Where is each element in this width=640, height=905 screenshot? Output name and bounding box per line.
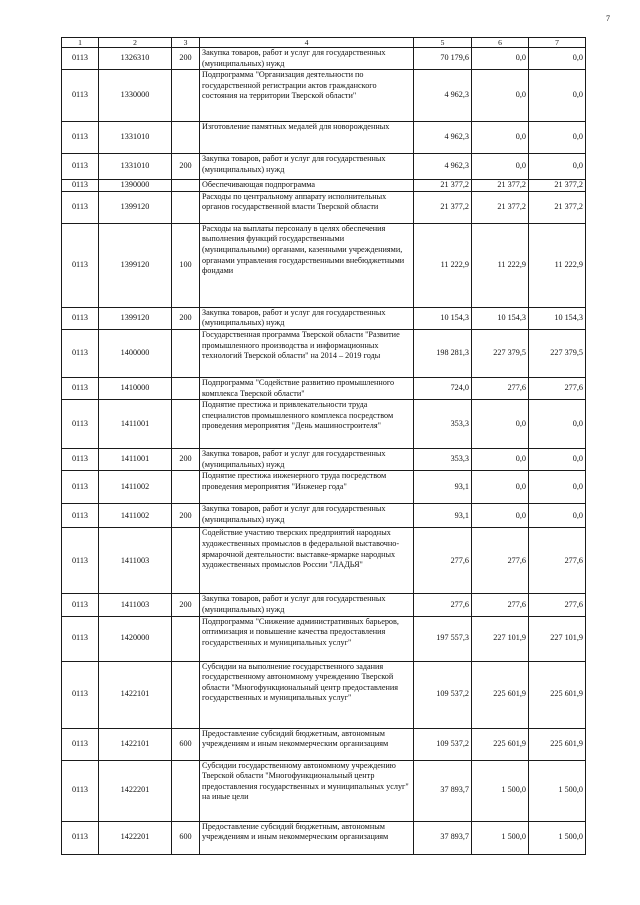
name-cell: Расходы по центральному аппарату исполнительных органов государственной власти Тверской области [200,191,414,223]
amount-col7-cell: 277,6 [529,594,586,616]
amount-col7-cell: 0,0 [529,48,586,70]
table-row [62,449,586,471]
section-cell: 0113 [62,70,99,122]
table-row [62,48,586,70]
code-cell: 1411001 [99,400,172,449]
amount-col7-cell: 0,0 [529,504,586,528]
page-number: 7 [606,14,610,23]
section-cell: 0113 [62,471,99,504]
amount-col7-cell: 277,6 [529,528,586,594]
expense-type-cell [172,661,200,728]
section-cell: 0113 [62,400,99,449]
code-cell: 1422201 [99,760,172,821]
section-cell: 0113 [62,307,99,329]
expense-type-cell: 200 [172,449,200,471]
amount-col5-cell: 4 962,3 [414,154,472,180]
column-header: 1 [62,38,99,48]
code-cell: 1331010 [99,122,172,154]
amount-col7-cell: 0,0 [529,400,586,449]
table-row [62,760,586,821]
code-cell: 1410000 [99,377,172,399]
table-row [62,728,586,760]
name-cell: Поднятие престижа инженерного труда посредством проведения мероприятия "Инженер года" [200,471,414,504]
table-row [62,70,586,122]
amount-col7-cell: 0,0 [529,471,586,504]
code-cell: 1422101 [99,728,172,760]
section-cell: 0113 [62,821,99,854]
amount-col5-cell: 724,0 [414,377,472,399]
name-cell: Содействие участию тверских предприятий народных художественных промыслов в федеральной выставочно-ярмарочной деятельности: выставке-ярмарке народных художественных промыслов России "ЛАДЬЯ" [200,528,414,594]
table-row [62,223,586,307]
budget-table [61,37,586,855]
table-row [62,616,586,661]
expense-type-cell [172,180,200,192]
amount-col6-cell: 0,0 [472,70,529,122]
name-cell: Государственная программа Тверской области "Развитие промышленного производства и информационных технологий Тверской области" на 2014 – 2019 годы [200,329,414,377]
table-row [62,180,586,192]
amount-col6-cell: 10 154,3 [472,307,529,329]
amount-col6-cell: 277,6 [472,377,529,399]
amount-col7-cell: 1 500,0 [529,821,586,854]
code-cell: 1411002 [99,504,172,528]
amount-col7-cell: 0,0 [529,70,586,122]
amount-col5-cell: 21 377,2 [414,191,472,223]
amount-col5-cell: 198 281,3 [414,329,472,377]
amount-col5-cell: 21 377,2 [414,180,472,192]
column-header-row [62,38,586,48]
name-cell: Закупка товаров, работ и услуг для государственных (муниципальных) нужд [200,594,414,616]
name-cell: Закупка товаров, работ и услуг для государственных (муниципальных) нужд [200,307,414,329]
name-cell: Закупка товаров, работ и услуг для государственных (муниципальных) нужд [200,449,414,471]
table-row [62,154,586,180]
name-cell: Предоставление субсидий бюджетным, автономным учреждениям и иным некоммерческим организациям [200,821,414,854]
table-row [62,400,586,449]
table-row [62,528,586,594]
section-cell: 0113 [62,191,99,223]
amount-col7-cell: 10 154,3 [529,307,586,329]
table-row [62,377,586,399]
expense-type-cell [172,400,200,449]
expense-type-cell [172,471,200,504]
column-header: 2 [99,38,172,48]
name-cell: Закупка товаров, работ и услуг для государственных (муниципальных) нужд [200,154,414,180]
name-cell: Субсидии государственному автономному учреждению Тверской области "Многофункциональный центр предоставления государственных и муниципальных услуг" на иные цели [200,760,414,821]
code-cell: 1326310 [99,48,172,70]
expense-type-cell [172,528,200,594]
amount-col7-cell: 1 500,0 [529,760,586,821]
amount-col7-cell: 21 377,2 [529,180,586,192]
section-cell: 0113 [62,504,99,528]
expense-type-cell [172,377,200,399]
table-row [62,191,586,223]
expense-type-cell [172,70,200,122]
amount-col7-cell: 21 377,2 [529,191,586,223]
section-cell: 0113 [62,594,99,616]
amount-col6-cell: 1 500,0 [472,760,529,821]
expense-type-cell: 100 [172,223,200,307]
expense-type-cell: 200 [172,48,200,70]
section-cell: 0113 [62,48,99,70]
code-cell: 1399120 [99,223,172,307]
amount-col6-cell: 0,0 [472,504,529,528]
expense-type-cell [172,329,200,377]
amount-col6-cell: 0,0 [472,471,529,504]
code-cell: 1399120 [99,307,172,329]
amount-col6-cell: 0,0 [472,122,529,154]
expense-type-cell [172,760,200,821]
expense-type-cell: 600 [172,728,200,760]
code-cell: 1420000 [99,616,172,661]
table-row [62,122,586,154]
code-cell: 1411002 [99,471,172,504]
column-header: 5 [414,38,472,48]
amount-col6-cell: 225 601,9 [472,728,529,760]
amount-col5-cell: 93,1 [414,504,472,528]
column-header: 6 [472,38,529,48]
amount-col5-cell: 70 179,6 [414,48,472,70]
expense-type-cell: 200 [172,594,200,616]
code-cell: 1330000 [99,70,172,122]
expense-type-cell: 200 [172,154,200,180]
amount-col7-cell: 227 379,5 [529,329,586,377]
column-header: 4 [200,38,414,48]
amount-col5-cell: 109 537,2 [414,728,472,760]
amount-col5-cell: 10 154,3 [414,307,472,329]
amount-col5-cell: 277,6 [414,528,472,594]
expense-type-cell [172,191,200,223]
amount-col6-cell: 277,6 [472,594,529,616]
amount-col6-cell: 21 377,2 [472,191,529,223]
table-row [62,329,586,377]
section-cell: 0113 [62,122,99,154]
amount-col6-cell: 225 601,9 [472,661,529,728]
amount-col6-cell: 0,0 [472,154,529,180]
table-row [62,307,586,329]
amount-col6-cell: 21 377,2 [472,180,529,192]
amount-col5-cell: 109 537,2 [414,661,472,728]
amount-col7-cell: 0,0 [529,449,586,471]
code-cell: 1400000 [99,329,172,377]
code-cell: 1399120 [99,191,172,223]
name-cell: Поднятие престижа и привлекательности труда специалистов промышленного комплекса посредством проведения мероприятия "День машиностроителя" [200,400,414,449]
name-cell: Закупка товаров, работ и услуг для государственных (муниципальных) нужд [200,48,414,70]
amount-col7-cell: 0,0 [529,154,586,180]
expense-type-cell: 600 [172,821,200,854]
section-cell: 0113 [62,329,99,377]
section-cell: 0113 [62,154,99,180]
section-cell: 0113 [62,223,99,307]
amount-col5-cell: 93,1 [414,471,472,504]
amount-col5-cell: 37 893,7 [414,760,472,821]
name-cell: Закупка товаров, работ и услуг для государственных (муниципальных) нужд [200,504,414,528]
code-cell: 1331010 [99,154,172,180]
code-cell: 1390000 [99,180,172,192]
amount-col5-cell: 353,3 [414,400,472,449]
amount-col7-cell: 277,6 [529,377,586,399]
amount-col6-cell: 0,0 [472,400,529,449]
name-cell: Подпрограмма "Организация деятельности по государственной регистрации актов гражданского состояния на территории Тверской области" [200,70,414,122]
section-cell: 0113 [62,377,99,399]
expense-type-cell: 200 [172,307,200,329]
amount-col6-cell: 277,6 [472,528,529,594]
expense-type-cell [172,122,200,154]
amount-col6-cell: 11 222,9 [472,223,529,307]
section-cell: 0113 [62,760,99,821]
amount-col7-cell: 11 222,9 [529,223,586,307]
column-header: 7 [529,38,586,48]
code-cell: 1422101 [99,661,172,728]
section-cell: 0113 [62,528,99,594]
amount-col6-cell: 0,0 [472,48,529,70]
amount-col5-cell: 277,6 [414,594,472,616]
amount-col5-cell: 11 222,9 [414,223,472,307]
section-cell: 0113 [62,449,99,471]
amount-col7-cell: 227 101,9 [529,616,586,661]
amount-col6-cell: 227 101,9 [472,616,529,661]
name-cell: Подпрограмма "Снижение административных барьеров, оптимизация и повышение качества предоставления государственных и муниципальных услуг" [200,616,414,661]
section-cell: 0113 [62,180,99,192]
table-row [62,661,586,728]
amount-col5-cell: 4 962,3 [414,122,472,154]
amount-col5-cell: 37 893,7 [414,821,472,854]
code-cell: 1411001 [99,449,172,471]
amount-col7-cell: 225 601,9 [529,728,586,760]
name-cell: Подпрограмма "Содействие развитию промышленного комплекса Тверской области" [200,377,414,399]
section-cell: 0113 [62,728,99,760]
amount-col5-cell: 353,3 [414,449,472,471]
amount-col5-cell: 197 557,3 [414,616,472,661]
amount-col7-cell: 0,0 [529,122,586,154]
section-cell: 0113 [62,661,99,728]
name-cell: Расходы на выплаты персоналу в целях обеспечения выполнения функций государственными (муниципальными) органами, казенными учреждениями, органами управления государственными внебюджетными фондами [200,223,414,307]
amount-col6-cell: 1 500,0 [472,821,529,854]
amount-col6-cell: 0,0 [472,449,529,471]
expense-type-cell: 200 [172,504,200,528]
column-header: 3 [172,38,200,48]
name-cell: Предоставление субсидий бюджетным, автономным учреждениям и иным некоммерческим организациям [200,728,414,760]
name-cell: Субсидии на выполнение государственного задания государственному автономному учреждению Тверской области "Многофункциональный центр предоставления государственных и муниципальных услуг" [200,661,414,728]
expense-type-cell [172,616,200,661]
amount-col5-cell: 4 962,3 [414,70,472,122]
amount-col7-cell: 225 601,9 [529,661,586,728]
name-cell: Обеспечивающая подпрограмма [200,180,414,192]
table-row [62,821,586,854]
table-row [62,594,586,616]
code-cell: 1411003 [99,594,172,616]
code-cell: 1411003 [99,528,172,594]
table-row [62,504,586,528]
code-cell: 1422201 [99,821,172,854]
table-row [62,471,586,504]
amount-col6-cell: 227 379,5 [472,329,529,377]
section-cell: 0113 [62,616,99,661]
name-cell: Изготовление памятных медалей для новорожденных [200,122,414,154]
